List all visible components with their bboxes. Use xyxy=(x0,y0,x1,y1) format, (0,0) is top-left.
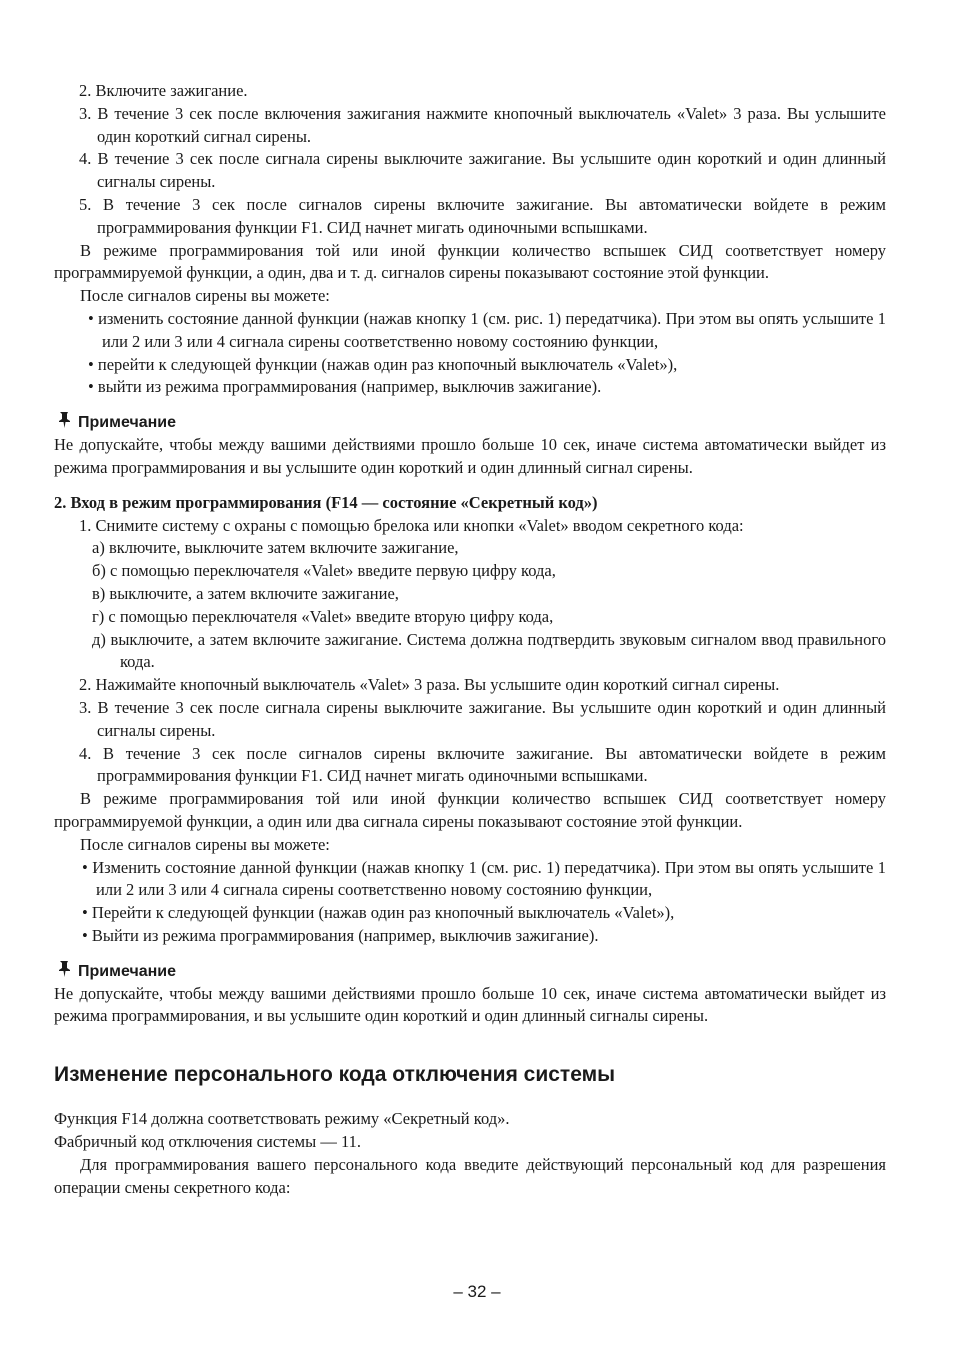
list-item: 2. Нажимайте кнопочный выключатель «Valet» 3 раза. Вы услышите один короткий сигнал сирены. xyxy=(79,675,780,695)
bullet-item: • Изменить состояние данной функции (нажав кнопку 1 (см. рис. 1) передатчика). При этом вы опять услышите 1 или 2 или 3 или 4 сигнала сирены соответственно новому состоянию функции, xyxy=(82,857,886,900)
note-heading xyxy=(54,411,886,434)
note-text: Не допускайте, чтобы между вашими действиями прошло больше 10 сек, иначе система автоматически выйдет из режима программирования, и вы услышите один короткий и один длинный сигналы сирены. xyxy=(54,983,886,1026)
paragraph: Для программирования вашего персонального кода введите действующий персональный код для разрешения операции смены секретного кода: xyxy=(54,1154,886,1197)
paragraph: Фабричный код отключения системы — 11. xyxy=(54,1132,361,1152)
list-item: 4. В течение 3 сек после сигналов сирены включите зажигание. Вы автоматически войдете в режим программирования функции F1. СИД начнет мигать одиночными вспышками. xyxy=(79,743,886,786)
sub-item: а) включите, выключите затем включите зажигание, xyxy=(92,538,459,558)
bullet-item: • Перейти к следующей функции (нажав один раз кнопочный выключатель «Valet»), xyxy=(82,903,675,923)
paragraph: После сигналов сирены вы можете: xyxy=(80,834,330,854)
bullet-item: • изменить состояние данной функции (нажав кнопку 1 (см. рис. 1) передатчика). При этом вы опять услышите 1 или 2 или 3 или 4 сигнала сирены соответственно новому состоянию функции, xyxy=(88,308,886,351)
bullet-item: • Выйти из режима программирования (например, выключив зажигание). xyxy=(82,925,599,945)
bullet-item: • выйти из режима программирования (например, выключив зажигание). xyxy=(88,377,602,397)
list-item: 2. Включите зажигание. xyxy=(79,81,248,100)
sub-item: б) с помощью переключателя «Valet» введите первую цифру кода, xyxy=(92,561,556,581)
note-heading xyxy=(54,960,886,983)
list-item: 1. Снимите систему с охраны с помощью брелока или кнопки «Valet» вводом секретного кода: xyxy=(79,515,744,535)
sub-item: г) с помощью переключателя «Valet» введите вторую цифру кода, xyxy=(92,606,554,626)
section-title: 2. Вход в режим программирования (F14 — состояние «Секретный код») xyxy=(54,492,598,512)
list-item: 5. В течение 3 сек после сигналов сирены включите зажигание. Вы автоматически войдете в режим программирования функции F1. СИД начнет мигать одиночными вспышками. xyxy=(79,194,886,237)
paragraph: После сигналов сирены вы можете: xyxy=(80,286,330,306)
page-number: – 32 – xyxy=(453,1282,501,1301)
pushpin-icon xyxy=(58,411,72,429)
list-item: 3. В течение 3 сек после включения зажигания нажмите кнопочный выключатель «Valet» 3 раза. Вы услышите один короткий сигнал сирены. xyxy=(79,103,886,146)
document-page xyxy=(54,80,886,1199)
sub-item: д) выключите, а затем включите зажигание. Система должна подтвердить звуковым сигналом ввод правильного кода. xyxy=(92,629,886,672)
paragraph: В режиме программирования той или иной функции количество вспышек СИД соответствует номеру программируемой функции, а один или два сигнала сирены показывают состояние этой функции. xyxy=(54,789,886,831)
sub-item: в) выключите, а затем включите зажигание, xyxy=(92,583,399,603)
paragraph: Функция F14 должна соответствовать режиму «Секретный код». xyxy=(54,1109,510,1129)
section-heading: Изменение персонального кода отключения системы xyxy=(54,1063,616,1087)
pushpin-icon xyxy=(58,960,72,978)
note-title: Примечание xyxy=(78,962,177,980)
note-text: Не допускайте, чтобы между вашими действиями прошло больше 10 сек, иначе система автоматически выйдет из режима программирования и вы услышите один короткий и один длинный сигнал сирены. xyxy=(54,435,886,477)
paragraph: В режиме программирования той или иной функции количество вспышек СИД соответствует номеру программируемой функции, а один, два и т. д. сигналов сирены показывают состояние этой функции. xyxy=(54,240,886,283)
list-item: 4. В течение 3 сек после сигнала сирены выключите зажигание. Вы услышите один короткий и один длинный сигналы сирены. xyxy=(79,149,886,192)
note-title: Примечание xyxy=(78,414,177,432)
bullet-item: • перейти к следующей функции (нажав один раз кнопочный выключатель «Valet»), xyxy=(88,354,678,374)
list-item: 3. В течение 3 сек после сигнала сирены выключите зажигание. Вы услышите один короткий и один длинный сигналы сирены. xyxy=(79,697,886,740)
